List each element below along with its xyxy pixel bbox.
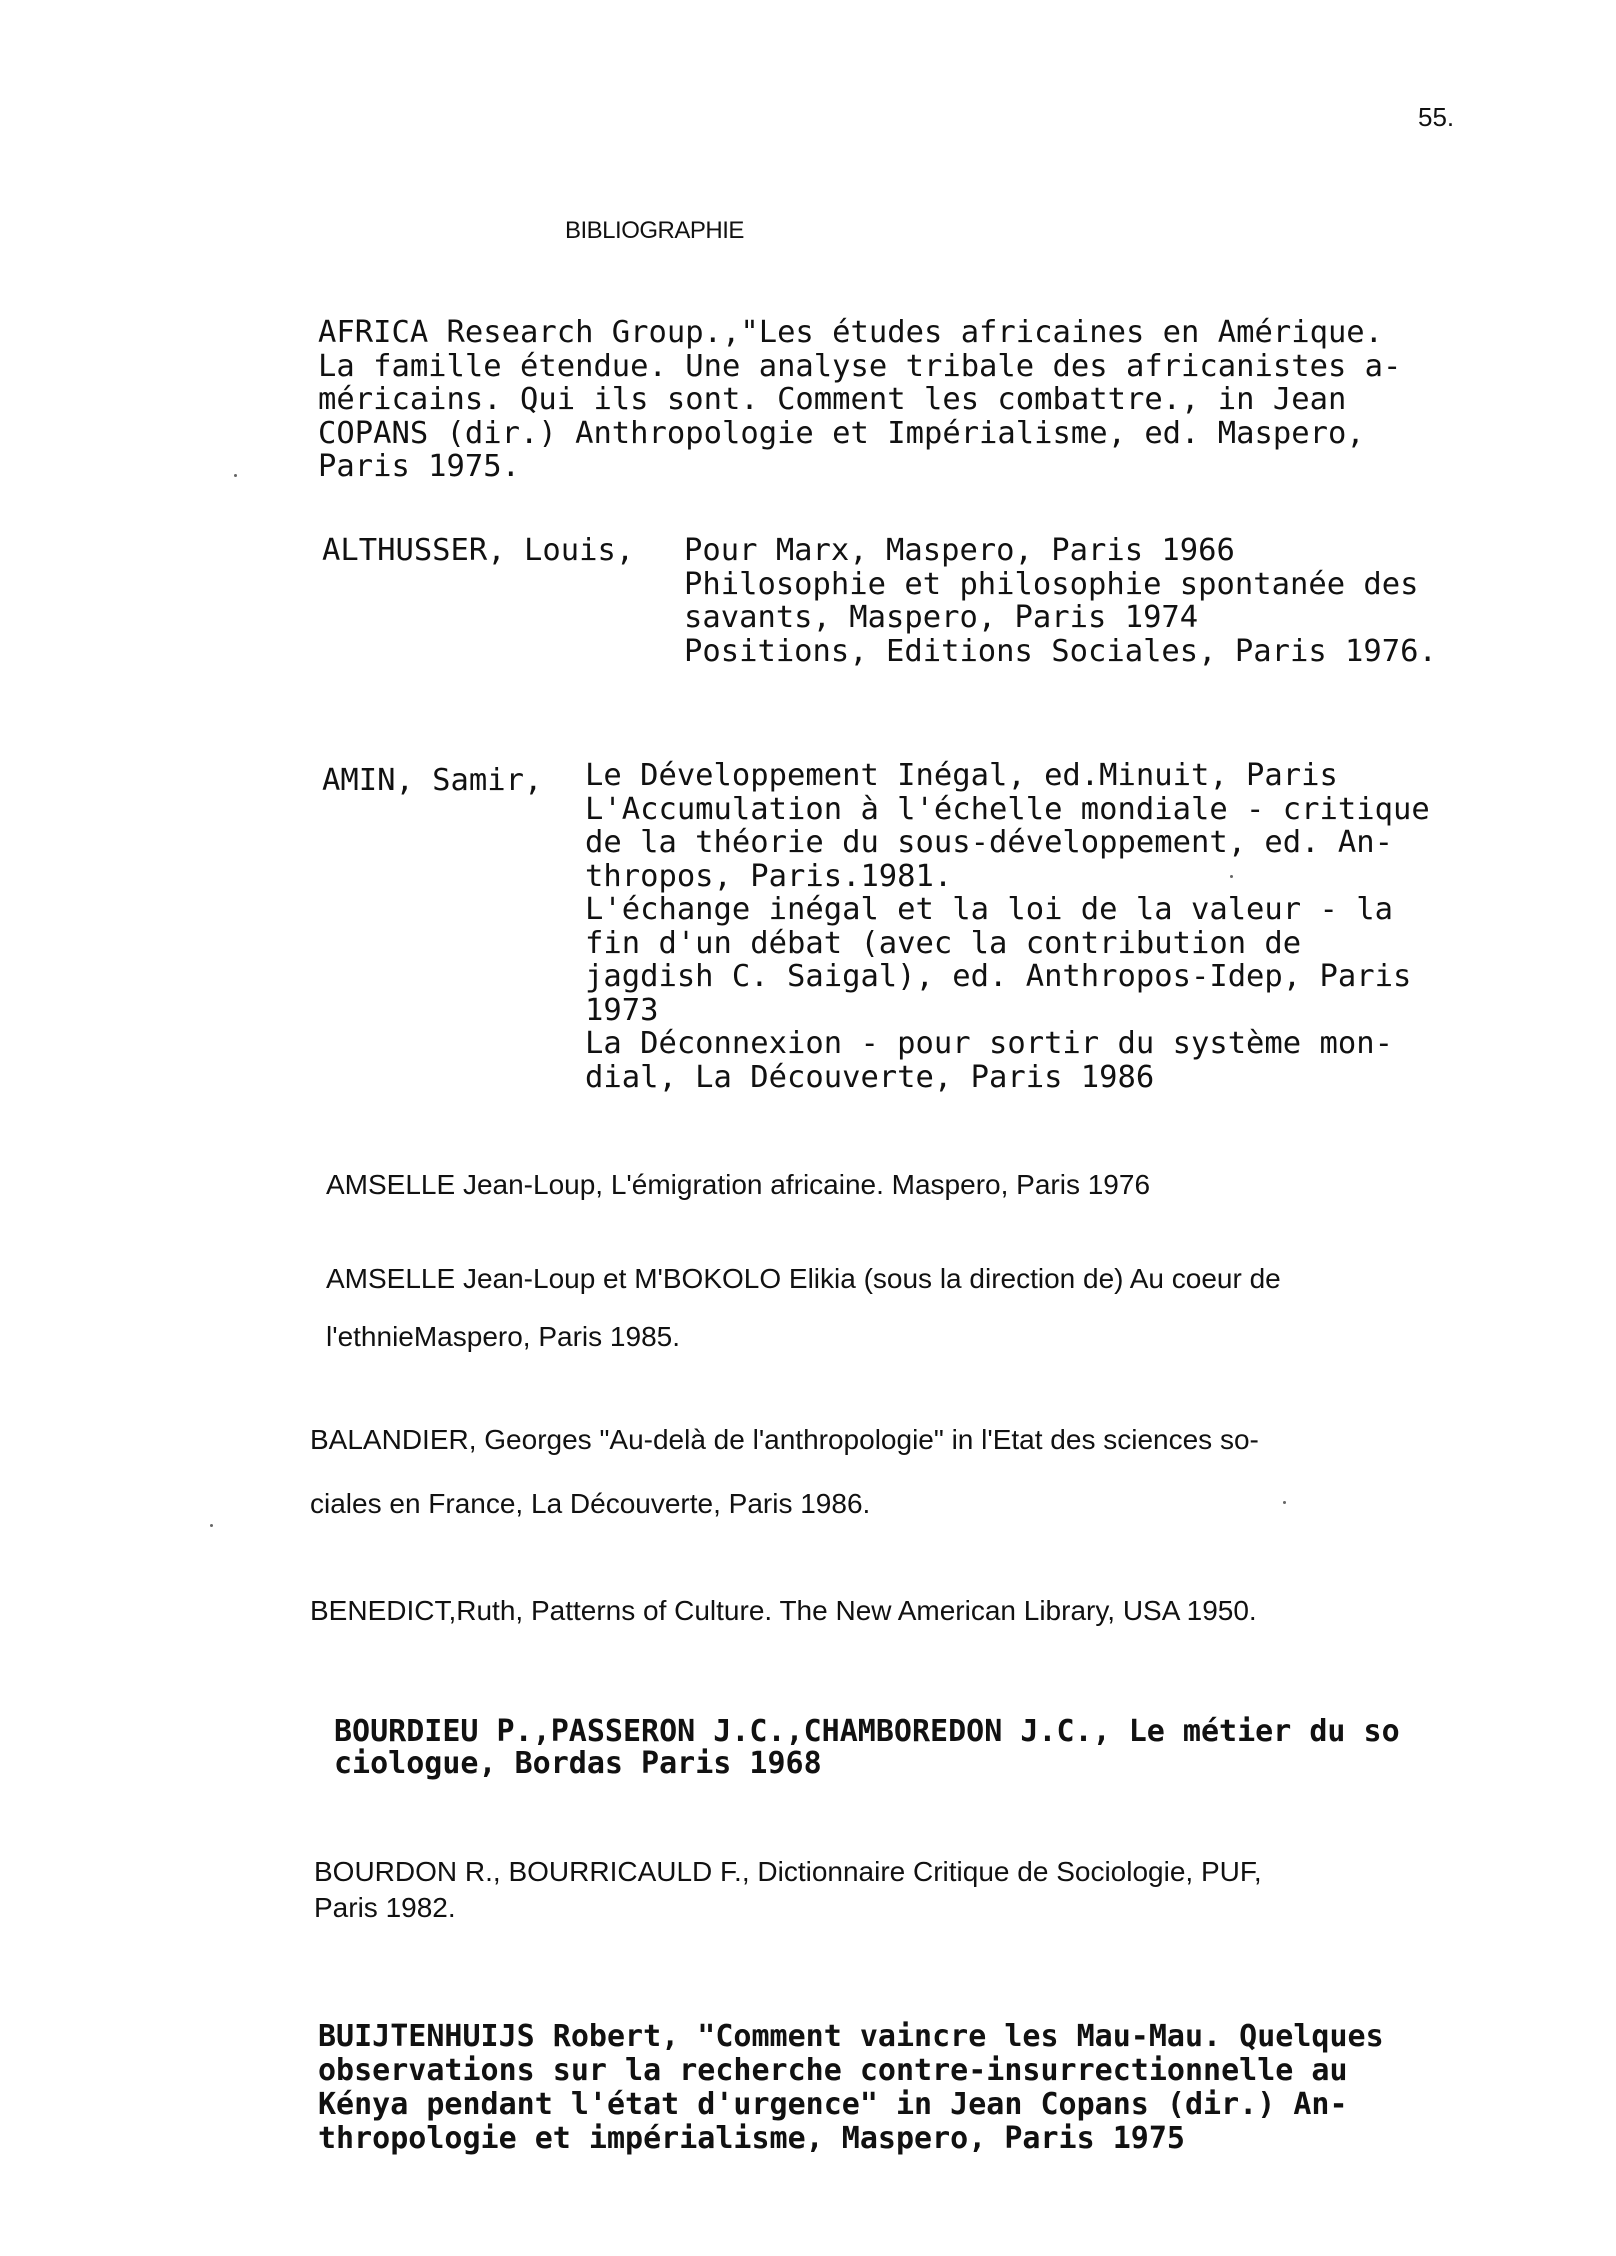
bib-entry-amin-author: AMIN, Samir, [322,763,543,798]
entry-line: de la théorie du sous-développement, ed. An- [585,825,1393,860]
entry-line: BALANDIER, Georges "Au-delà de l'anthropologie" in l'Etat des sciences so- [310,1424,1259,1455]
entry-line: Kénya pendant l'état d'urgence" in Jean Copans (dir.) An- [318,2087,1348,2122]
entry-line: AMSELLE Jean-Loup et M'BOKOLO Elikia (sous la direction de) Au coeur de [326,1263,1281,1294]
entry-line: fin d'un débat (avec la contribution de [585,925,1302,961]
scan-speck [234,474,237,477]
bib-entry-buijtenhuijs [318,2020,1384,2156]
entry-line: jagdish C. Saigal), ed. Anthropos-Idep, Paris [585,959,1412,994]
bib-entry-bourdieu [334,1716,1400,1780]
page-number: 55. [1418,102,1455,132]
bib-entry-bourdon [314,1854,1262,1926]
entry-line: dial, La Découverte, Paris 1986 [585,1059,1155,1095]
entry-line: l'ethnieMaspero, Paris 1985. [326,1321,680,1352]
entry-line: La famille étendue. Une analyse tribale des africanistes a- [318,348,1402,384]
entry-line: BOURDIEU P.,PASSERON J.C.,CHAMBOREDON J.C., Le métier du so [334,1714,1400,1749]
entry-line: thropologie et impérialisme, Maspero, Paris 1975 [318,2121,1185,2156]
entry-line: COPANS (dir.) Anthropologie et Impérialisme, ed. Maspero, [318,415,1365,451]
entry-line: observations sur la recherche contre-insurrectionnelle au [318,2053,1348,2088]
entry-line: Positions, Editions Sociales, Paris 1976. [684,633,1437,669]
entry-line: La Déconnexion - pour sortir du système mon- [585,1026,1393,1061]
bib-entry-benedict: BENEDICT,Ruth, Patterns of Culture. The New American Library, USA 1950. [310,1595,1257,1626]
bib-entry-balandier [310,1408,1259,1536]
entry-line: BUIJTENHUIJS Robert, "Comment vaincre les Mau-Mau. Quelques [318,2019,1384,2054]
entry-line: Pour Marx, Maspero, Paris 1966 [684,533,1235,568]
entry-line: 1973 [585,992,659,1028]
bib-entry-amselle-2 [326,1250,1281,1366]
entry-line: savants, Maspero, Paris 1974 [684,600,1199,635]
scan-speck [210,1524,213,1527]
entry-line: Le Développement Inégal, ed.Minuit, Paris [585,758,1338,793]
page-title: BIBLIOGRAPHIE [565,217,744,244]
entry-line: Philosophie et philosophie spontanée des [684,566,1419,602]
entry-line: L'échange inégal et la loi de la valeur - la [585,892,1393,927]
entry-line: ciologue, Bordas Paris 1968 [334,1746,822,1781]
scan-speck [1230,875,1233,878]
bib-entry-althusser-author: ALTHUSSER, Louis, [322,533,635,568]
entry-line: AFRICA Research Group.,"Les études africaines en Amérique. [318,315,1384,350]
entry-line: BOURDON R., BOURRICAULD F., Dictionnaire Critique de Sociologie, PUF, [314,1856,1262,1887]
bib-entry-amin-works [585,759,1430,1094]
scan-speck [1283,1501,1286,1504]
entry-line: ciales en France, La Découverte, Paris 1986. [310,1488,871,1519]
entry-line: méricains. Qui ils sont. Comment les combattre., in Jean [318,382,1347,417]
entry-line: thropos, Paris.1981. [585,858,953,894]
entry-line: Paris 1982. [314,1892,456,1923]
entry-line: Paris 1975. [318,449,520,484]
bib-entry-africa [318,316,1401,484]
bib-entry-amselle-1: AMSELLE Jean-Loup, L'émigration africaine. Maspero, Paris 1976 [326,1169,1151,1200]
entry-line: L'Accumulation à l'échelle mondiale - critique [585,791,1430,827]
bib-entry-althusser-works [684,534,1437,668]
